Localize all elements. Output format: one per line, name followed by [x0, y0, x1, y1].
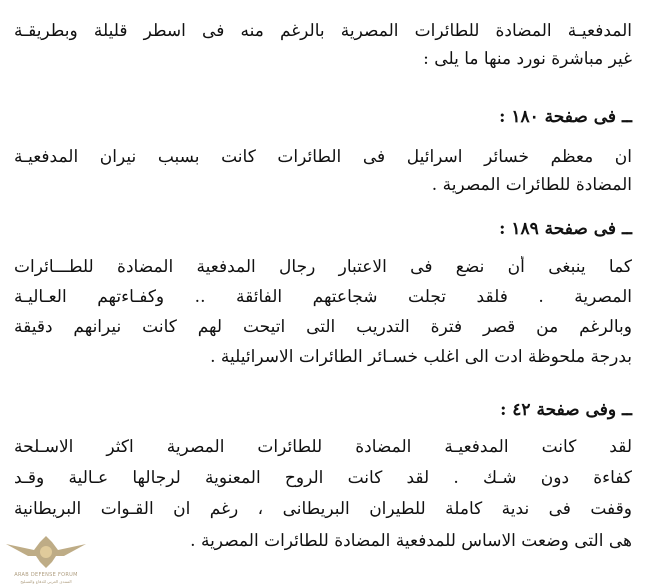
watermark-logo — [4, 532, 88, 588]
section-189-line-4: بدرجة ملحوظة ادت الى اغلب خسـائر الطائرات الاسرائيلية . — [210, 347, 632, 367]
section-heading-page-42 — [14, 399, 632, 421]
section-189-line-1: كما ينبغى أن نضع فى الاعتبار رجال المدفعية المضادة للطـــائرات — [14, 257, 632, 277]
heading-dash: ــ — [622, 107, 632, 127]
section-189-line-3: وبالرغم من قصر فترة التدريب التى اتيحت لهم كانت نيرانهم دقيقة — [14, 317, 632, 337]
section-42-line-4: هى التى وضعت الاساس للمدفعية المضادة للطائرات المصرية . — [190, 531, 632, 551]
section-heading-page-180 — [14, 106, 632, 128]
heading-text: فى صفحة ١٨٩ : — [499, 219, 617, 239]
heading-dash: ــ — [622, 219, 632, 239]
heading-text: فى صفحة ١٨٠ : — [499, 107, 617, 127]
section-heading-page-189 — [14, 218, 632, 240]
heading-text: وفى صفحة ٤٢ : — [500, 400, 617, 420]
intro-line-1: المدفعيـة المضادة للطائرات المصرية بالرغم منه فى اسطر قليلة وبطريقـة — [14, 21, 632, 41]
eagle-emblem-icon — [4, 532, 88, 572]
intro-line-2: غير مباشرة نورد منها ما يلى : — [423, 49, 632, 69]
section-189-line-2: المصرية . فلقد تجلت شجاعتهم الفائقة .. وكفـاءتهم العـاليـة — [14, 287, 632, 307]
section-42-line-1: لقد كانت المدفعيـة المضادة للطائرات المصرية اكثر الاسـلحة — [14, 437, 632, 457]
watermark-subtitle: المنتدى العربي للدفاع والتسليح — [20, 579, 72, 584]
section-42-line-2: كفاءة دون شـك . لقد كانت الروح المعنوية لرجالها عـالية وقـد — [14, 468, 632, 488]
heading-dash: ــ — [622, 400, 632, 420]
section-180-line-2: المضادة للطائرات المصرية . — [431, 175, 632, 195]
section-42-line-3: وقفت فى ندية كاملة للطيران البريطانى ، رغم ان القـوات البريطانية — [14, 499, 632, 519]
watermark-name: ARAB DEFENSE FORUM — [14, 572, 78, 578]
section-180-line-1: ان معظم خسائر اسرائيل فى الطائرات كانت بسبب نيران المدفعيـة — [14, 147, 632, 167]
